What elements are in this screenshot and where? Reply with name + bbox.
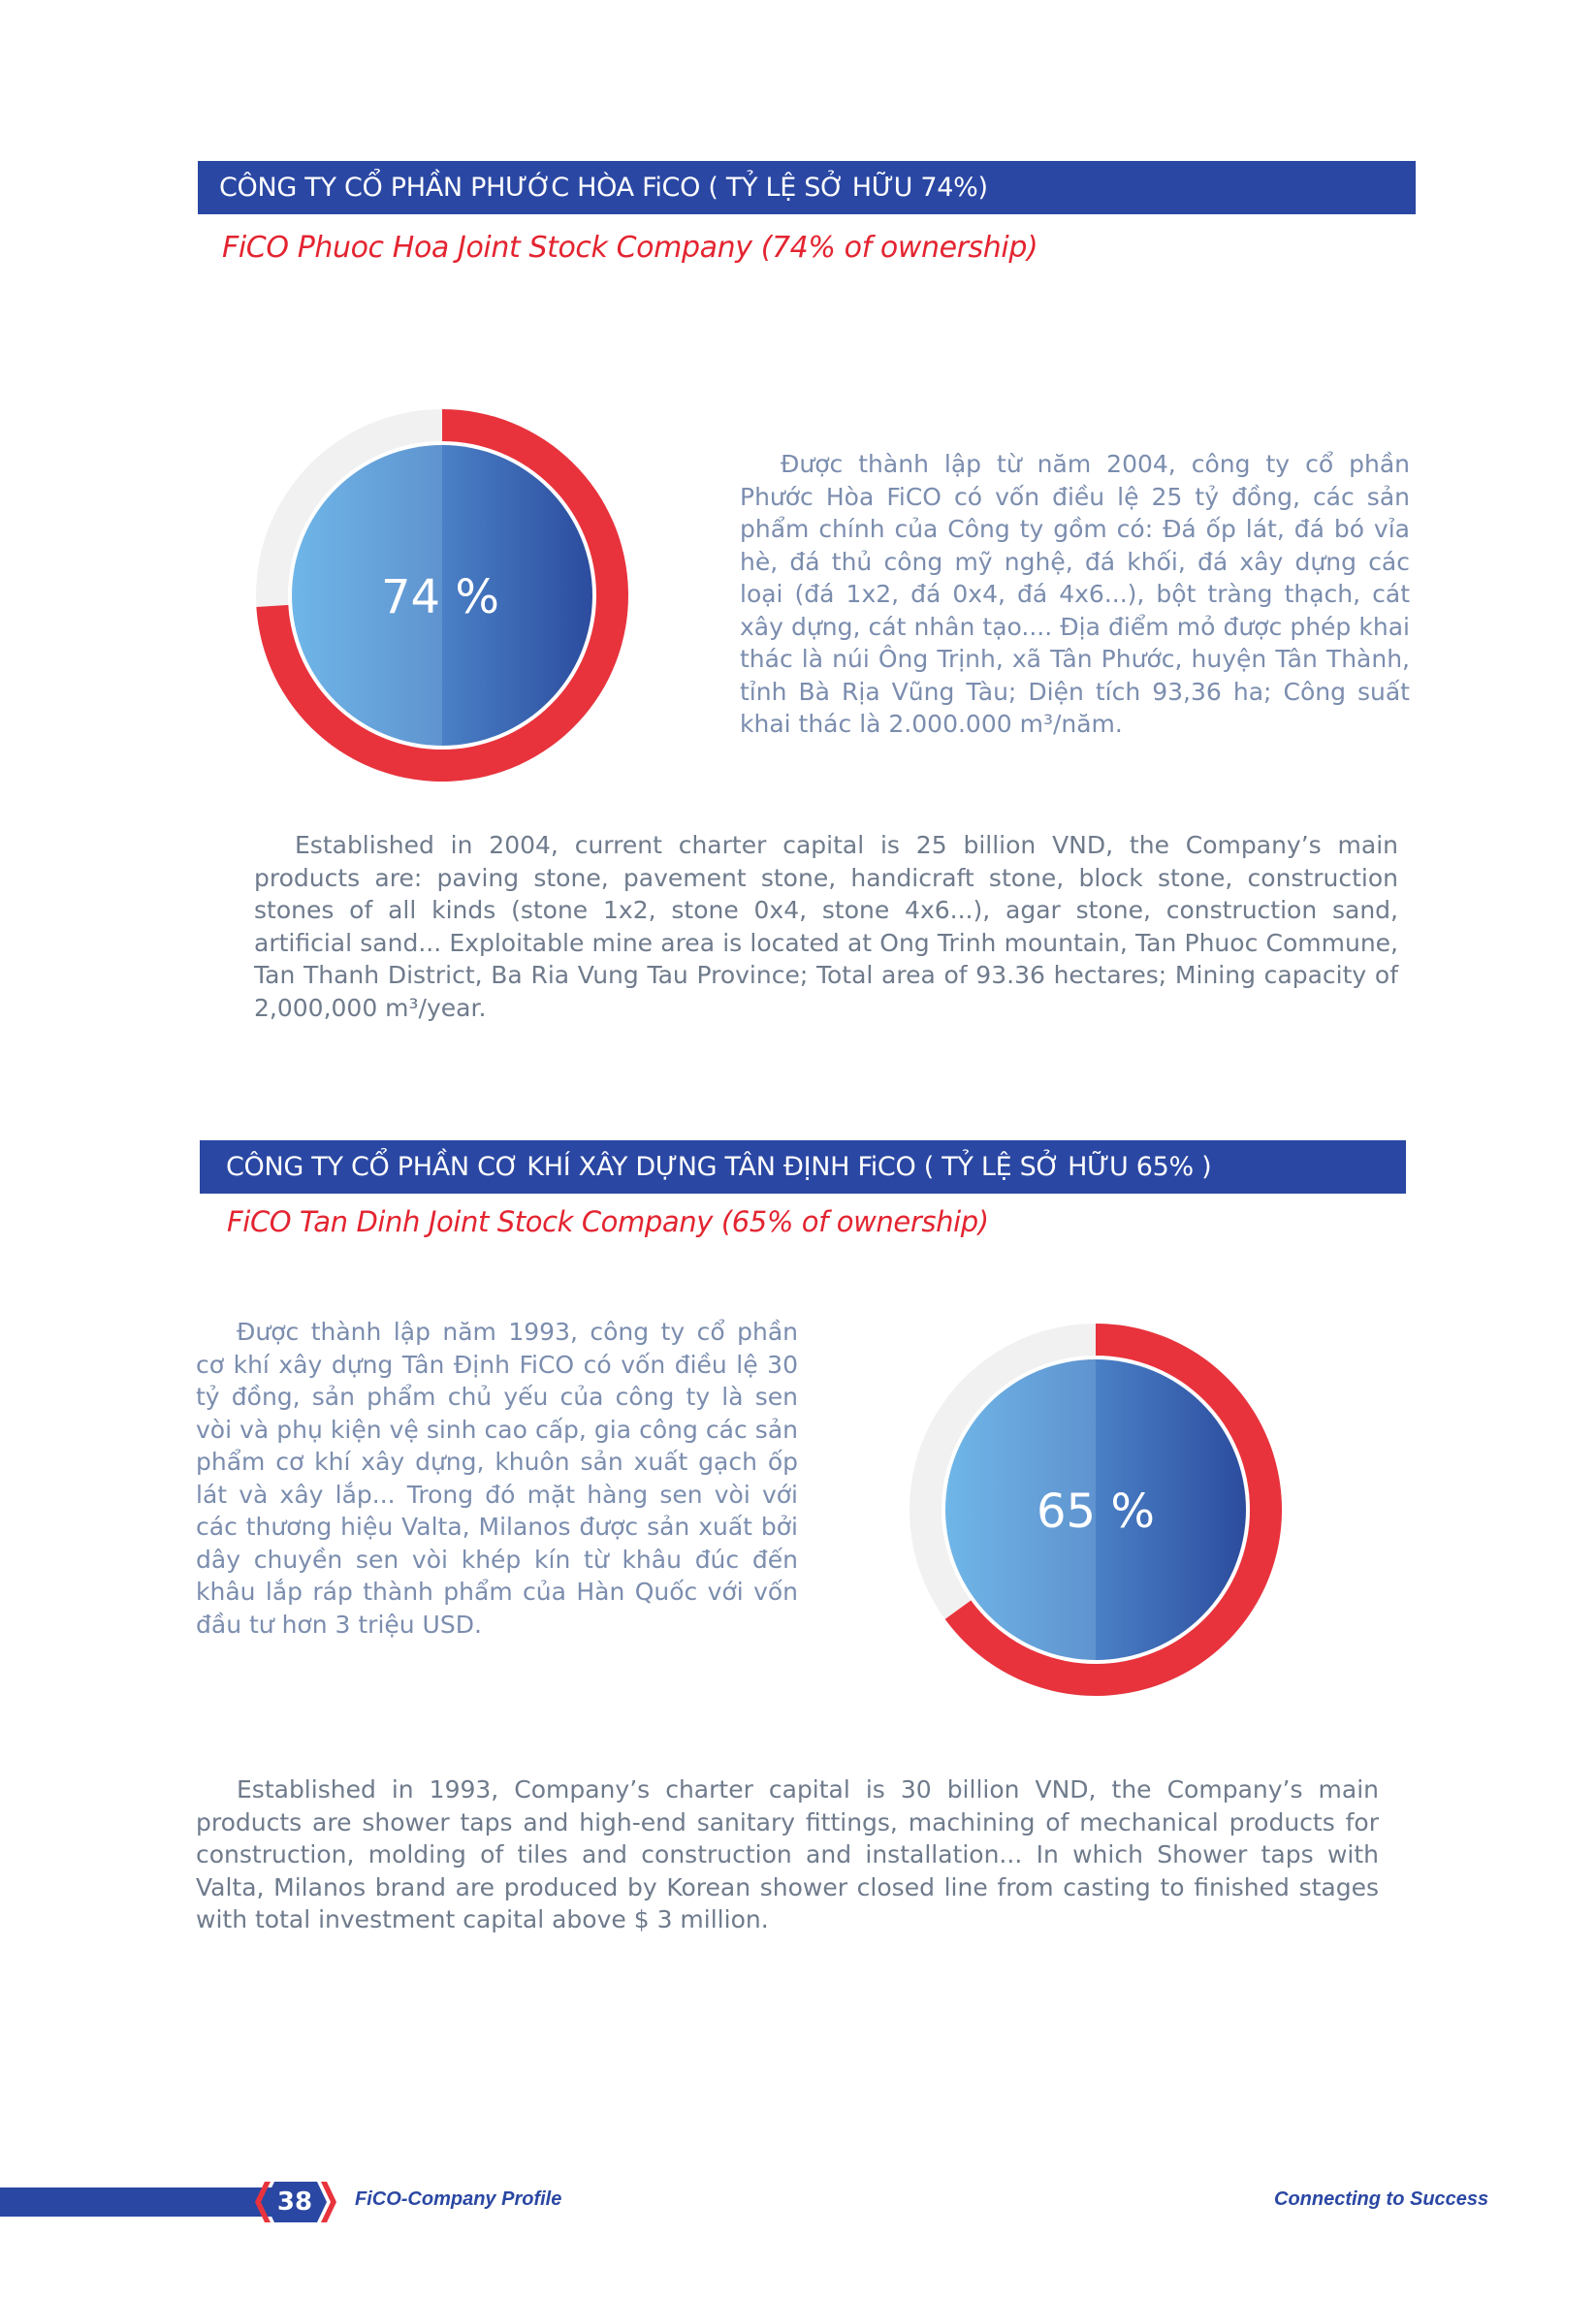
section1-subtitle: FiCO Phuoc Hoa Joint Stock Company (74% of ownership) [222, 231, 1038, 265]
section2-banner [200, 1140, 1406, 1194]
section2-banner-text: CÔNG TY CỔ PHẦN CƠ KHÍ XÂY DỰNG TÂN ĐỊNH FiCO ( TỶ LỆ SỞ HỮU 65% ) [226, 1152, 1212, 1182]
section2-ownership-donut [902, 1316, 1290, 1704]
footer-stripe [0, 2187, 281, 2217]
footer-right-text: Connecting to Success [1274, 2188, 1489, 2210]
section1-text-vn: Được thành lập từ năm 2004, công ty cổ phần Phước Hòa FiCO có vốn điều lệ 25 tỷ đồng, các sản phẩm chính của Công ty gồm có: Đá ốp lát, đá bó vỉa hè, đá thủ công mỹ nghệ, đá khối, đá xây dựng các loại (đá 1x2, đá 0x4, đá 4x6...), bột tràng thạch, cát xây dựng, cát nhân tạo.... Địa điểm mỏ được phép khai thác là núi Ông Trịnh, xã Tân Phước, huyện Tân Thành, tỉnh Bà Rịa Vũng Tàu; Diện tích 93,36 ha; Công suất khai thác là 2.000.000 m³/năm. [740, 450, 1410, 738]
section1-banner-text: CÔNG TY CỔ PHẦN PHƯỚC HÒA FiCO ( TỶ LỆ SỞ HỮU 74%) [219, 173, 988, 203]
section1-ownership-donut [248, 401, 636, 789]
section1-banner [198, 161, 1416, 214]
page-number: 38 [276, 2187, 313, 2217]
section2-donut-label: 65 % [1037, 1485, 1155, 1539]
section2-text-en: Established in 1993, Company’s charter capital is 30 billion VND, the Company’s main products are shower taps and high-end sanitary fittings, machining of mechanical products for construction, molding of tiles and construction and installation... In which Shower taps with Valta, Milanos brand are produced by Korean shower closed line from casting to finished stages with total investment capital above $ 3 million. [196, 1775, 1379, 1933]
section1-text-en: Established in 2004, current charter capital is 25 billion VND, the Company’s main products are: paving stone, pavement stone, handicraft stone, block stone, construction stones of all kinds (stone 1x2, stone 0x4, stone 4x6...), agar stone, construction sand, artificial sand... Exploitable mine area is located at Ong Trinh mountain, Tan Phuoc Commune, Tan Thanh District, Ba Ria Vung Tau Province; Total area of 93.36 hectares; Mining capacity of 2,000,000 m³/year. [254, 831, 1398, 1022]
section2-subtitle: FiCO Tan Dinh Joint Stock Company (65% of ownership) [227, 1205, 989, 1238]
section2-text-vn: Được thành lập năm 1993, công ty cổ phần cơ khí xây dựng Tân Định FiCO có vốn điều lệ 30 tỷ đồng, sản phẩm chủ yếu của công ty là sen vòi và phụ kiện vệ sinh cao cấp, gia công các sản phẩm cơ khí xây dựng, khuôn sản xuất gạch ốp lát và xây lắp... Trong đó mặt hàng sen vòi với các thương hiệu Valta, Milanos được sản xuất bởi dây chuyền sen vòi khép kín từ khâu đúc đến khâu lắp ráp thành phẩm của Hàn Quốc với vốn đầu tư hơn 3 triệu USD. [196, 1318, 798, 1639]
section1-donut-label: 74 % [381, 570, 499, 624]
footer-left-text: FiCO-Company Profile [355, 2188, 562, 2210]
